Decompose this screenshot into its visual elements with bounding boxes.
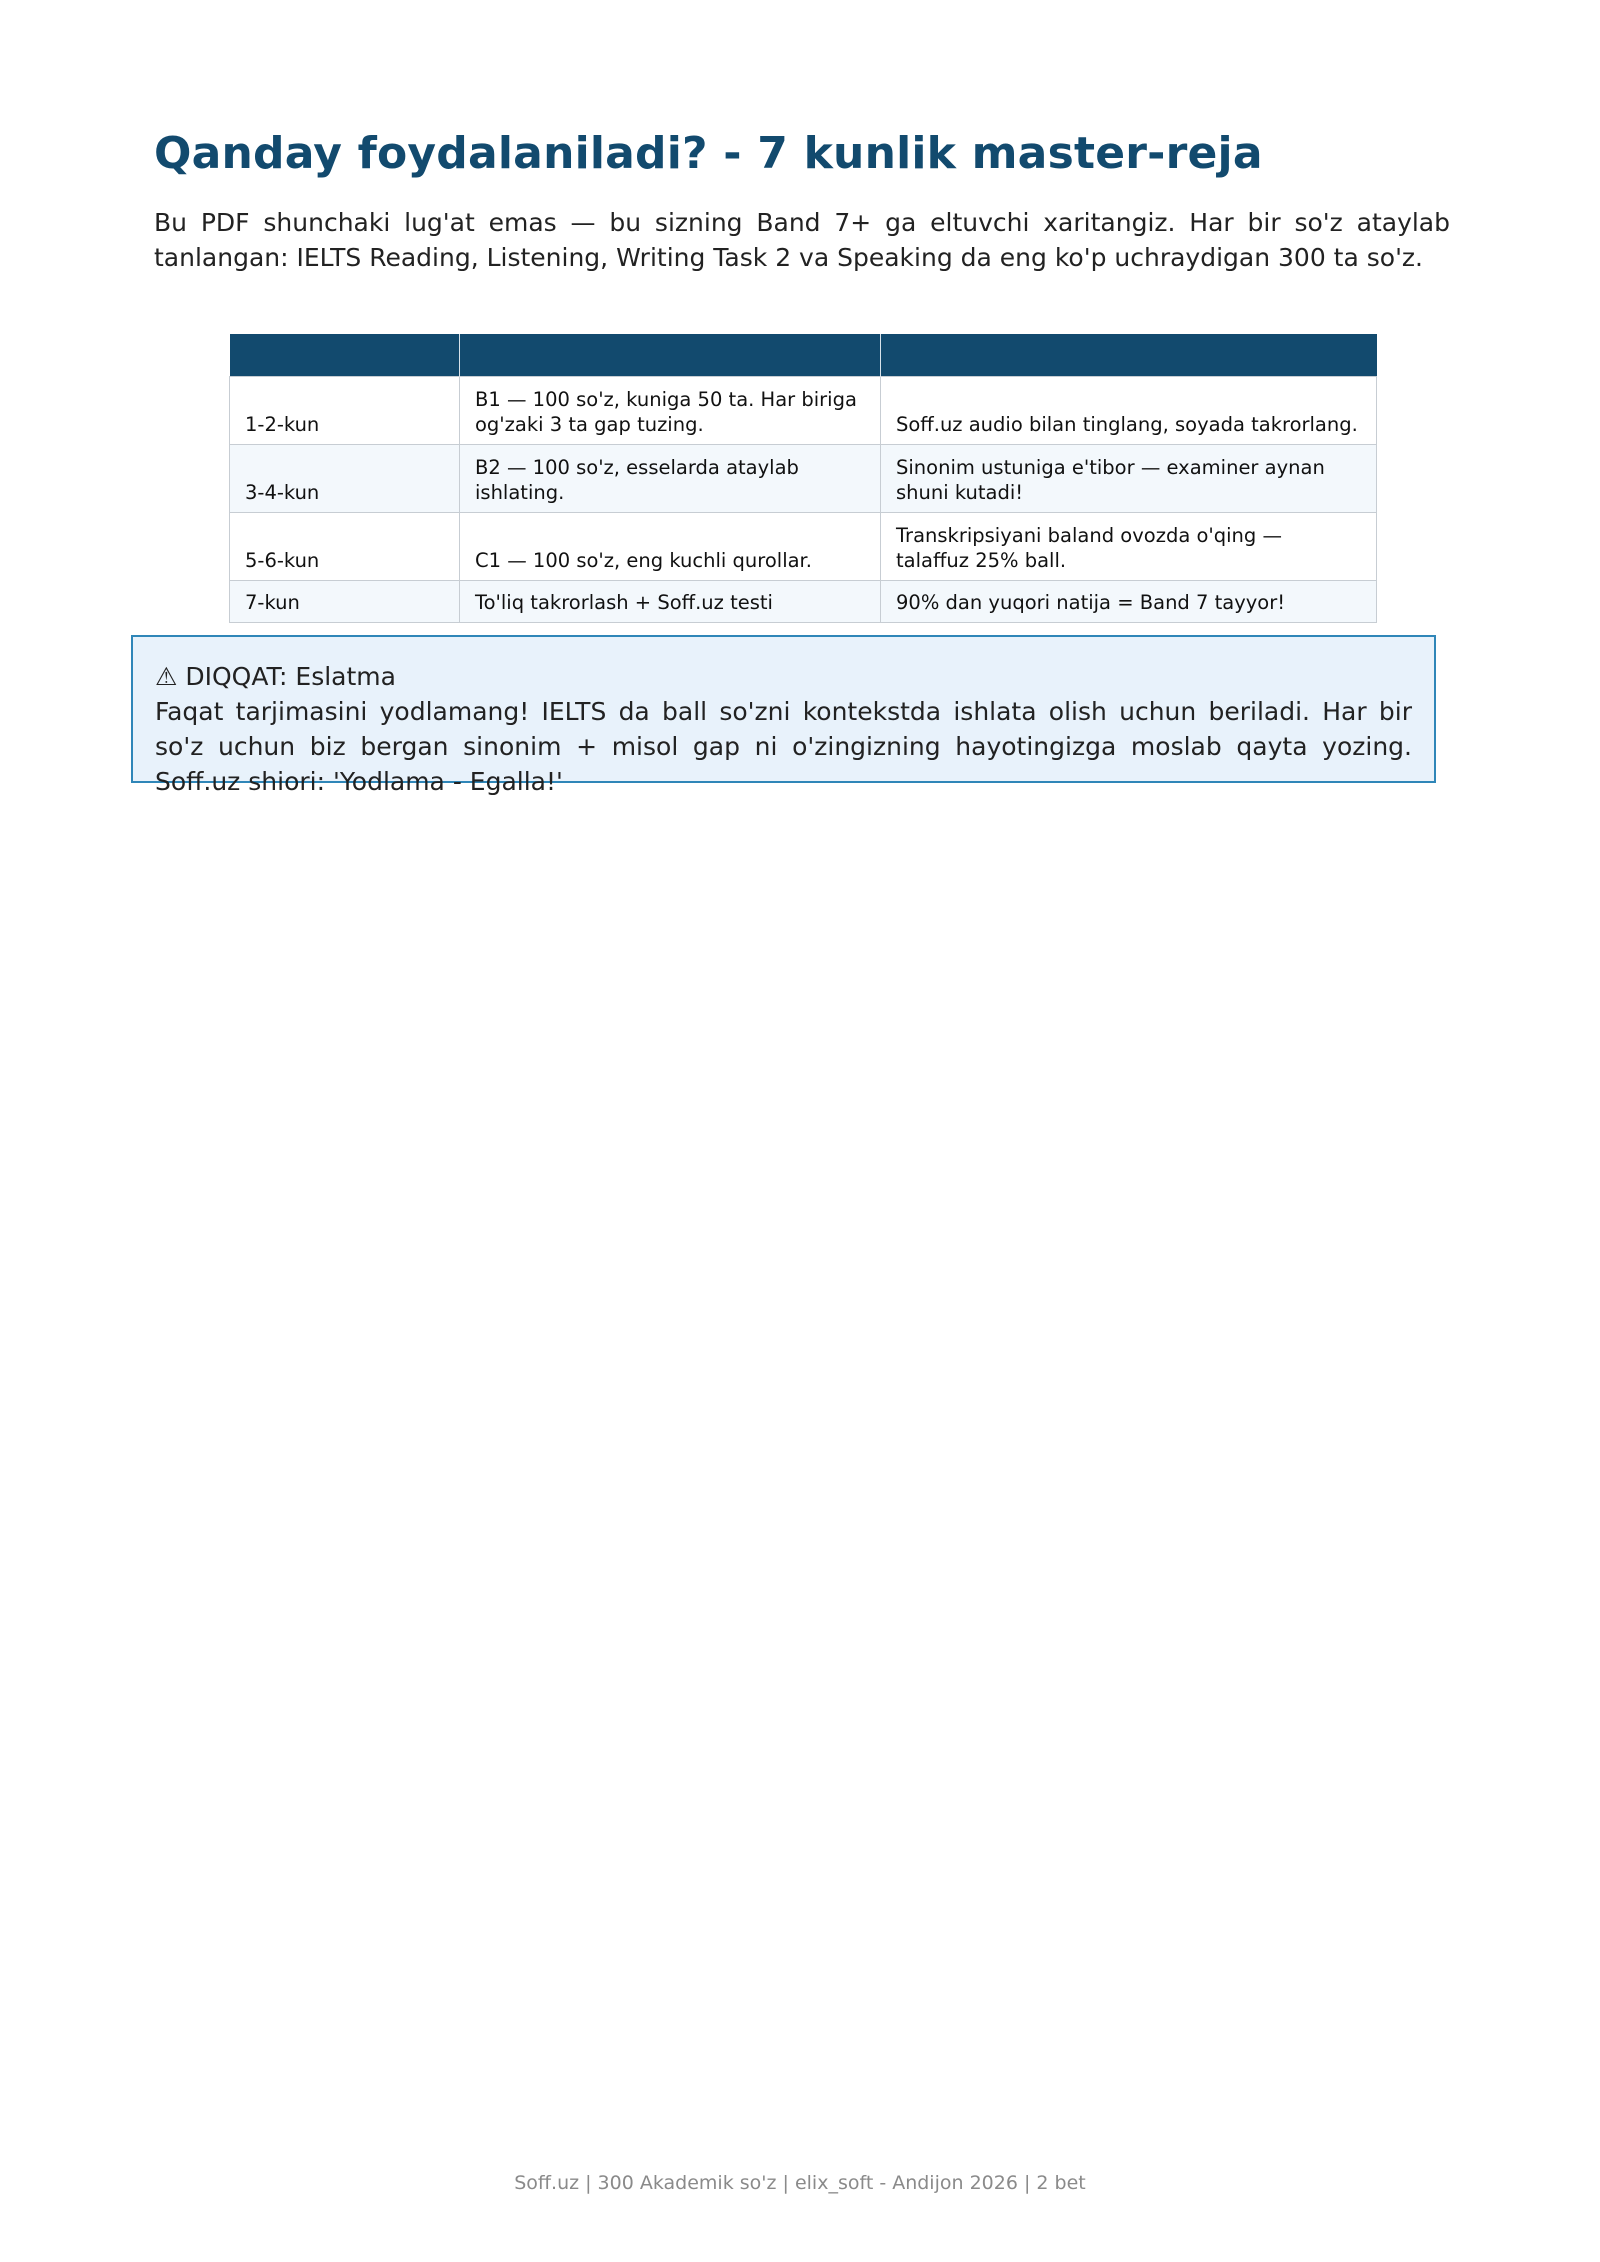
warning-icon: ⚠: [155, 662, 178, 691]
plan-table: [229, 334, 1377, 623]
table-cell-tip: Transkripsiyani baland ovozda o'qing — talaffuz 25% ball.: [881, 513, 1377, 581]
table-row: [230, 581, 1377, 623]
table-cell-day: 5-6-kun: [230, 513, 460, 581]
table-cell-day: 1-2-kun: [230, 377, 460, 445]
table-cell-day: 3-4-kun: [230, 445, 460, 513]
table-cell-tip: 90% dan yuqori natija = Band 7 tayyor!: [881, 581, 1377, 623]
table-row: [230, 445, 1377, 513]
table-row: [230, 377, 1377, 445]
table-cell-task: B1 — 100 so'z, kuniga 50 ta. Har biriga og'zaki 3 ta gap tuzing.: [460, 377, 881, 445]
table-header-row: [230, 334, 1377, 377]
table-header-day: [230, 334, 460, 377]
table-header-tip: [881, 334, 1377, 377]
table-header-task: [460, 334, 881, 377]
table-cell-tip: Soff.uz audio bilan tinglang, soyada takrorlang.: [881, 377, 1377, 445]
table-cell-task: C1 — 100 so'z, eng kuchli qurollar.: [460, 513, 881, 581]
attention-note: [131, 635, 1436, 796]
page-footer: Soff.uz | 300 Akademik so'z | elix_soft - Andijon 2026 | 2 bet: [514, 2172, 1086, 2194]
page-title: Qanday foydalaniladi? - 7 kunlik master-reja: [154, 128, 1263, 179]
table-cell-task: To'liq takrorlash + Soff.uz testi: [460, 581, 881, 623]
table-cell-task: B2 — 100 so'z, esselarda ataylab ishlating.: [460, 445, 881, 513]
table-cell-tip: Sinonim ustuniga e'tibor — examiner aynan shuni kutadi!: [881, 445, 1377, 513]
note-body: Faqat tarjimasini yodlamang! IELTS da ball so'zni kontekstda ishlata olish uchun beriladi. Har bir so'z uchun biz bergan sinonim + misol gap ni o'zingizning hayotingizga moslab qayta yozing. Soff.uz shiori: 'Yodlama - Egalla!': [155, 697, 1412, 796]
intro-paragraph: Bu PDF shunchaki lug'at emas — bu sizning Band 7+ ga eltuvchi xaritangiz. Har bir so'z ataylab tanlangan: IELTS Reading, Listening, Writing Task 2 va Speaking da eng ko'p uchraydigan 300 ta so'z.: [154, 208, 1450, 272]
note-heading: [155, 659, 1412, 694]
note-title: DIQQAT: Eslatma: [185, 662, 396, 691]
table-row: [230, 513, 1377, 581]
table-cell-day: 7-kun: [230, 581, 460, 623]
